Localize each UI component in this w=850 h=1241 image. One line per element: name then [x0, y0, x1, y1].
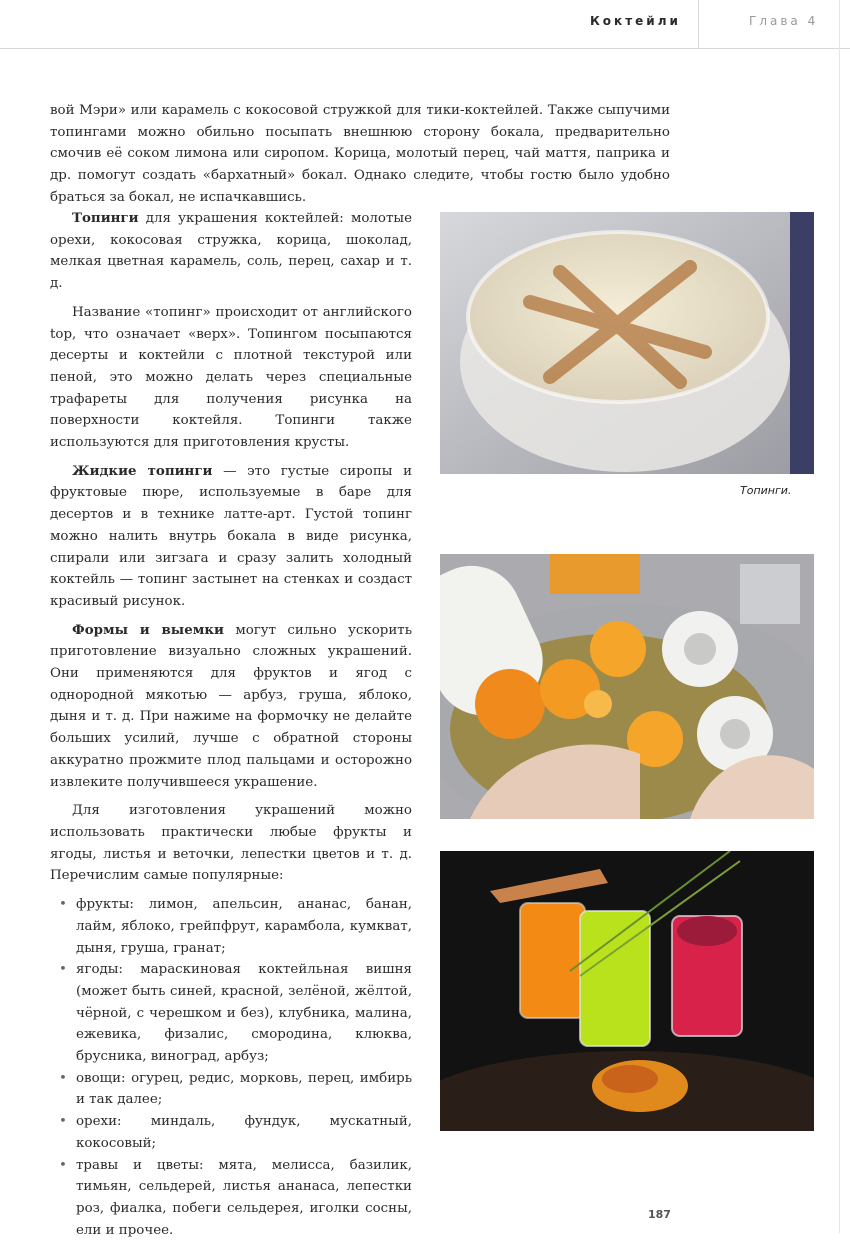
liquid-toppings-text: — это густые сиропы и фруктовые пюре, используемые в баре для десертов и в технике латте-арт. Густой топинг можно налить внутрь бокала в виде рисунка, спирали или зигзага и сразу залить холодный коктейль — топинг застынет на стенках и создаст красивый рисунок.: [50, 463, 413, 609]
toppings-text: для украшения коктейлей: молотые орехи, кокосовая стружка, корица, шоколад, мелкая цветная карамель, соль, перец, сахар и т. д.: [50, 211, 412, 292]
decoration-list: [50, 894, 412, 1241]
intro-text: вой Мэри» или карамель с кокосовой стружкой для тики-коктейлей. Также сыпучими топингами можно обильно посыпать внешнюю сторону бокала, предварительно смочив её соком лимона или сиропом. Корица, молотый перец, чай маття, паприка и др. помогут создать «бархатный» бокал. Однако следите, чтобы гостю было удобно браться за бокал, не испачкавшись.: [50, 103, 670, 205]
molds-term: Формы и выемки: [72, 621, 224, 638]
toppings-name-paragraph: Название «топинг» происходит от английского top, что означает «верх». Топингом посыпаются десерты и коктейли с плотной текстурой или пеной, это можно делать через специальные трафареты для получения рисунка на поверхности коктейля. Топинги также используются для приготовления крусты.: [50, 304, 412, 451]
intro-paragraph: [50, 100, 670, 209]
page-number: 187: [648, 1208, 671, 1221]
molds-paragraph: [50, 620, 412, 794]
main-column: [50, 208, 412, 1241]
liquid-toppings-paragraph: [50, 461, 412, 613]
toppings-term: Топинги: [72, 210, 139, 226]
toppings-paragraph: [50, 208, 412, 295]
list-item: • овощи: огурец, редис, морковь, перец, имбирь и так далее;: [76, 1068, 412, 1111]
list-intro: Для изготовления украшений можно использовать практически любые фрукты и ягоды, листья и веточки, лепестки цветов и т. д. Перечислим самые популярные:: [50, 803, 412, 884]
list-item: • травы и цветы: мята, мелисса, базилик, тимьян, сельдерей, листья ананаса, лепестки роз, фиалка, побеги сельдерея, иголки сосны, ели и прочее.: [76, 1155, 412, 1241]
photo-caption: Топинги.: [740, 484, 792, 497]
page-edge-rule: [839, 0, 840, 1233]
list-item: • орехи: миндаль, фундук, мускатный, кокосовый;: [76, 1111, 412, 1154]
list-item: • фрукты: лимон, апельсин, ананас, банан, лайм, яблоко, грейпфрут, карамбола, кумкват, дыня, груша, гранат;: [76, 894, 412, 959]
running-header: [0, 0, 850, 49]
header-divider: [698, 0, 699, 48]
toppings-photo: [440, 212, 814, 474]
liquid-toppings-term: Жидкие топинги: [72, 462, 213, 479]
molds-text: могут сильно ускорить приготовление визуально сложных украшений. Они применяются для фруктов и ягод с однородной мякотью — арбуз, груша, яблоко, дыня и т. д. При нажиме на формочку не делайте больших усилий, лучше с обратной стороны аккуратно прожмите плод пальцами и осторожно извлеките получившееся украшение.: [50, 622, 412, 790]
chapter-label: Глава 4: [749, 14, 819, 28]
molds-illustration: [440, 554, 814, 819]
list-item: • ягоды: мараскиновая коктейльная вишня (может быть синей, красной, зелёной, жёлтой, чёрной, с черешком и без), клубника, малина, ежевика, физалис, смородина, клюква, брусника, виноград, арбуз;: [76, 959, 412, 1068]
molds-photo: [440, 554, 814, 819]
section-title: Коктейли: [590, 14, 681, 28]
shots-photo: [440, 851, 814, 1131]
toppings-illustration: [440, 212, 814, 474]
shots-illustration: [440, 851, 814, 1131]
